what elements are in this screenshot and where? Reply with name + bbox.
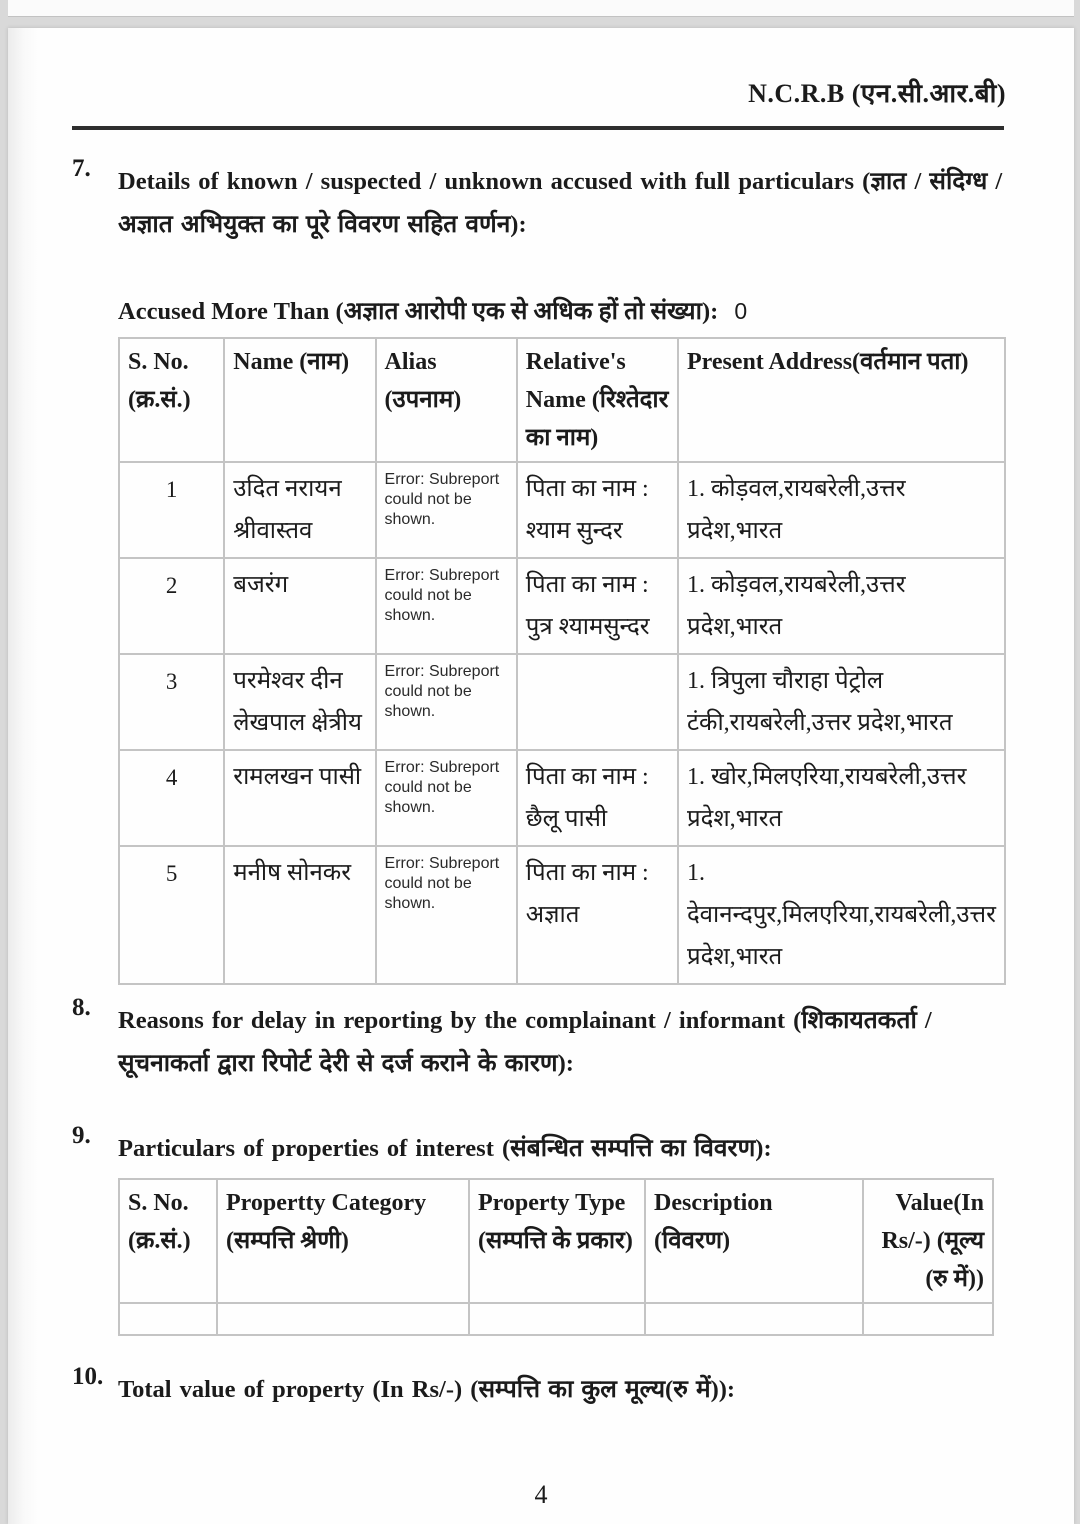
property-empty-value — [863, 1303, 993, 1335]
accused-col-sno: S. No. (क्र.सं.) — [119, 338, 224, 462]
document-page — [8, 28, 1074, 1524]
accused-2-address: 1. कोड़वल,रायबरेली,उत्तर प्रदेश,भारत — [678, 558, 1005, 654]
property-empty-description — [645, 1303, 863, 1335]
accused-4-name: रामलखन पासी — [224, 750, 375, 846]
accused-2-sno: 2 — [119, 558, 224, 654]
property-table — [118, 1178, 994, 1336]
accused-col-name: Name (नाम) — [224, 338, 375, 462]
accused-1-alias: Error: Subreport could not be shown. — [376, 462, 517, 558]
property-empty-sno — [119, 1303, 217, 1335]
property-empty-type — [469, 1303, 645, 1335]
accused-col-address: Present Address(वर्तमान पता) — [678, 338, 1005, 462]
section-8 — [72, 994, 1006, 1085]
accused-table — [118, 337, 1006, 985]
property-empty-row — [119, 1303, 993, 1335]
accused-row — [119, 654, 1005, 750]
accused-row — [119, 846, 1005, 984]
property-empty-category — [217, 1303, 469, 1335]
property-col-value: Value(In Rs/-) (मूल्य (रु में)) — [863, 1179, 993, 1303]
accused-3-sno: 3 — [119, 654, 224, 750]
section-9-number: 9. — [72, 1122, 91, 1149]
accused-1-relative: पिता का नाम : श्याम सुन्दर — [517, 462, 678, 558]
accused-row — [119, 462, 1005, 558]
property-col-type: Property Type (सम्पत्ति के प्रकार) — [469, 1179, 645, 1303]
accused-5-address: 1. देवानन्दपुर,मिलएरिया,रायबरेली,उत्तर प्रदेश,भारत — [678, 846, 1005, 984]
ncrb-header: N.C.R.B (एन.सी.आर.बी) — [748, 79, 1006, 108]
accused-2-relative: पिता का नाम : पुत्र श्यामसुन्दर — [517, 558, 678, 654]
accused-1-sno: 1 — [119, 462, 224, 558]
property-col-sno: S. No. (क्र.सं.) — [119, 1179, 217, 1303]
section-10 — [72, 1363, 1006, 1411]
accused-row — [119, 558, 1005, 654]
accused-col-relative: Relative's Name (रिश्तेदार का नाम) — [517, 338, 678, 462]
accused-5-name: मनीष सोनकर — [224, 846, 375, 984]
previous-page-edge — [8, 0, 1074, 17]
section-9 — [72, 1122, 1006, 1170]
accused-3-relative — [517, 654, 678, 750]
accused-5-relative: पिता का नाम : अज्ञात — [517, 846, 678, 984]
accused-4-alias: Error: Subreport could not be shown. — [376, 750, 517, 846]
section-10-title: Total value of property (In Rs/-) (सम्पत्ति का कुल मूल्य(रु में)): — [118, 1376, 736, 1403]
accused-2-alias: Error: Subreport could not be shown. — [376, 558, 517, 654]
header-rule — [72, 126, 1004, 130]
accused-row — [119, 750, 1005, 846]
accused-3-address: 1. त्रिपुला चौराहा पेट्रोल टंकी,रायबरेली,उत्तर प्रदेश,भारत — [678, 654, 1005, 750]
accused-2-name: बजरंग — [224, 558, 375, 654]
page-content — [8, 28, 1074, 1411]
section-10-number: 10. — [72, 1363, 104, 1390]
accused-more-than-value: 0 — [734, 298, 748, 324]
accused-1-name: उदित नरायन श्रीवास्तव — [224, 462, 375, 558]
property-col-description: Description (विवरण) — [645, 1179, 863, 1303]
property-table-header-row — [119, 1179, 993, 1303]
section-7 — [72, 155, 1006, 246]
accused-4-address: 1. खोर,मिलएरिया,रायबरेली,उत्तर प्रदेश,भारत — [678, 750, 1005, 846]
page-number: 4 — [534, 1480, 548, 1509]
accused-4-relative: पिता का नाम : छैलू पासी — [517, 750, 678, 846]
section-9-title: Particulars of properties of interest (संबन्धित सम्पत्ति का विवरण): — [118, 1135, 772, 1162]
accused-col-alias: Alias (उपनाम) — [376, 338, 517, 462]
accused-more-than-line — [118, 290, 1006, 333]
accused-1-address: 1. कोड़वल,रायबरेली,उत्तर प्रदेश,भारत — [678, 462, 1005, 558]
accused-5-sno: 5 — [119, 846, 224, 984]
accused-5-alias: Error: Subreport could not be shown. — [376, 846, 517, 984]
accused-table-header-row — [119, 338, 1005, 462]
section-8-number: 8. — [72, 994, 91, 1021]
accused-3-alias: Error: Subreport could not be shown. — [376, 654, 517, 750]
accused-3-name: परमेश्वर दीन लेखपाल क्षेत्रीय — [224, 654, 375, 750]
property-col-category: Propertty Category (सम्पत्ति श्रेणी) — [217, 1179, 469, 1303]
section-8-title: Reasons for delay in reporting by the complainant / informant (शिकायतकर्ता / सूचनाकर्ता द्वारा रिपोर्ट देरी से दर्ज कराने के कारण): — [118, 1007, 932, 1077]
accused-more-than-label: Accused More Than (अज्ञात आरोपी एक से अधिक हों तो संख्या): — [118, 298, 719, 325]
section-7-title: Details of known / suspected / unknown accused with full particulars (ज्ञात / संदिग्ध / अज्ञात अभियुक्त का पूरे विवरण सहित वर्णन): — [118, 168, 1003, 238]
section-7-number: 7. — [72, 155, 91, 182]
accused-4-sno: 4 — [119, 750, 224, 846]
